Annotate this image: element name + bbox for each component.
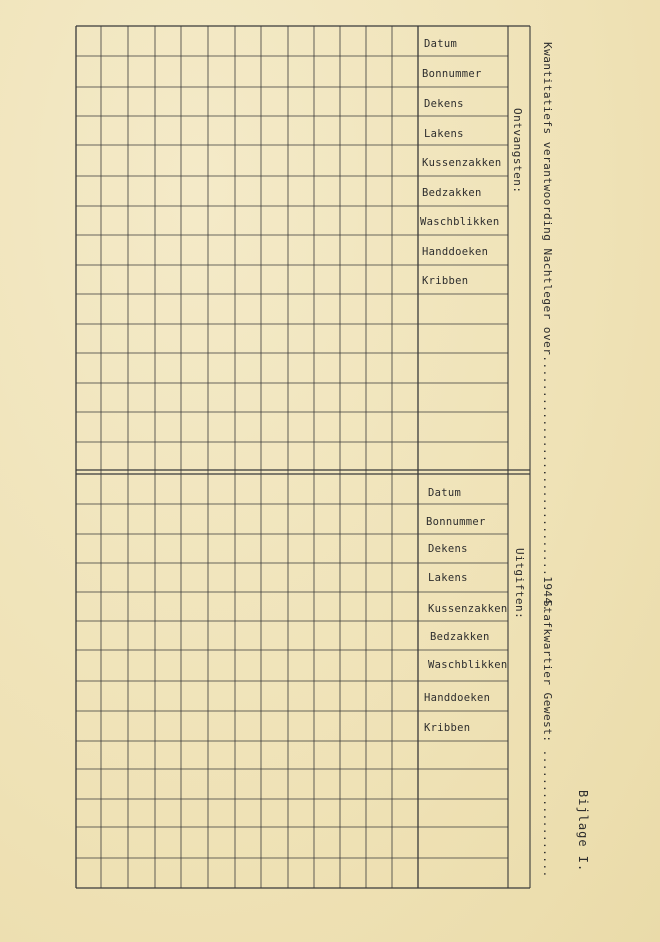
outgoing-row-label-datum: Datum	[428, 487, 462, 499]
incoming-row-label-handdoeken: Handdoeken	[422, 246, 489, 258]
outgoing-row-label-bedzakken: Bedzakken	[430, 631, 490, 643]
region-field: Stafkwartier Gewest: ..................	[541, 600, 554, 878]
outgoing-row-label-kribben: Kribben	[424, 722, 471, 734]
incoming-row-label-bedzakken: Bedzakken	[422, 187, 482, 199]
incoming-row-label-datum: Datum	[424, 38, 458, 50]
incoming-row-label-dekens: Dekens	[424, 98, 464, 110]
outgoing-row-label-waschblikken: Waschblikken	[428, 659, 508, 671]
outgoing-row-label-bonnummer: Bonnummer	[426, 516, 486, 528]
incoming-row-label-kussenzakken: Kussenzakken	[422, 157, 502, 169]
appendix-label: Bijlage I.	[576, 790, 590, 873]
form-title: Kwantitatiefs verantwoording Nachtleger over...............................1944.	[541, 42, 554, 612]
outgoing-row-label-kussenzakken: Kussenzakken	[428, 603, 508, 615]
incoming-section-heading: Ontvangsten:	[511, 108, 524, 194]
incoming-row-label-waschblikken: Waschblikken	[420, 216, 500, 228]
outgoing-row-label-lakens: Lakens	[428, 572, 468, 584]
outgoing-row-label-handdoeken: Handdoeken	[424, 692, 491, 704]
incoming-row-label-lakens: Lakens	[424, 128, 464, 140]
incoming-row-label-kribben: Kribben	[422, 275, 469, 287]
outgoing-section-heading: Uitgiften:	[513, 548, 526, 620]
incoming-row-label-bonnummer: Bonnummer	[422, 68, 482, 80]
outgoing-row-label-dekens: Dekens	[428, 543, 468, 555]
